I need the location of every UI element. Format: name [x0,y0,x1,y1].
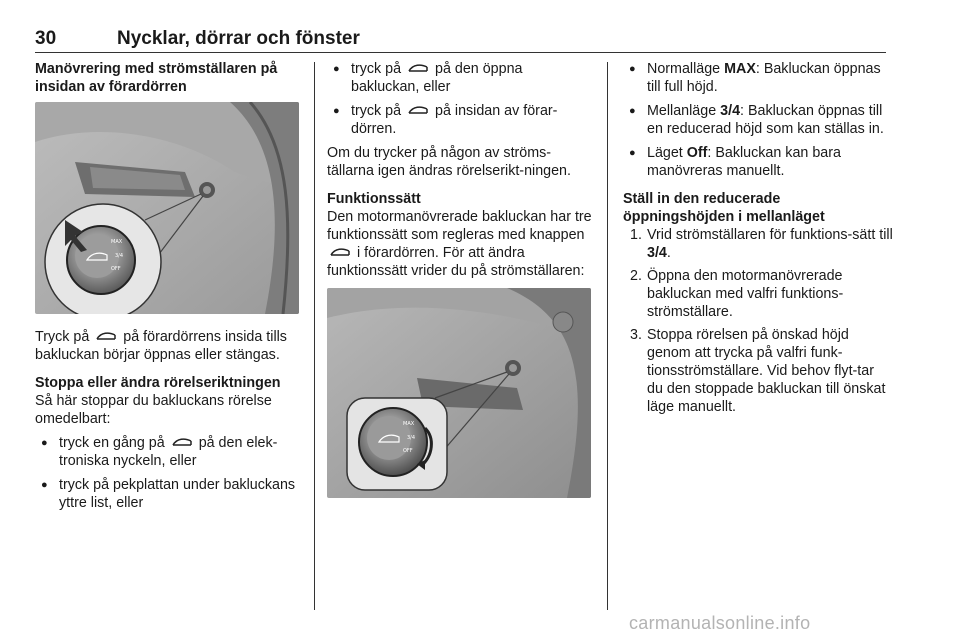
page-number: 30 [35,28,57,49]
svg-text:OFF: OFF [111,266,121,272]
list-item: ● tryck på på insidan av förar-dörren. [327,102,593,138]
svg-text:OFF: OFF [403,448,413,454]
svg-text:MAX: MAX [111,239,123,245]
section-heading: Funktionssätt [327,191,421,207]
list-item: ● Läget Off: Bakluckan kan bara manövreras manuellt. [623,144,893,180]
page-header [35,26,886,53]
svg-text:3/4: 3/4 [407,435,416,441]
column-divider [607,62,608,610]
column-divider [314,62,315,610]
mode-switch-illustration [327,288,591,498]
watermark: carmanualsonline.info [629,613,811,633]
step-item: 2. Öppna den motormanövrerade bakluckan med valfri funktions-strömställare. [630,268,844,320]
list-item: ● Mellanläge 3/4: Bakluckan öppnas till en reducerad höjd som kan ställas in. [623,102,893,138]
step-item: 3. Stoppa rörelsen på önskad höjd genom att trycka på valfri funk-tionsströmställare. Vid behov flyt-tar du den stoppade bakluckan till önskat läge manuellt. [630,327,886,415]
step-item: 1. Vrid strömställaren för funktions-sätt till 3/4. [630,227,893,261]
tailgate-icon [95,330,117,342]
list-item: ● Normalläge MAX: Bakluckan öppnas till full höjd. [623,60,893,96]
tailgate-icon [407,62,429,74]
section-heading: Stoppa eller ändra rörelseriktningen [35,375,281,391]
door-switch-illustration [35,102,299,314]
list-item: ● tryck på på den öppna bakluckan, eller [327,60,593,96]
svg-text:3/4: 3/4 [115,253,124,259]
tailgate-icon [407,104,429,116]
column-3 [623,60,893,421]
section-heading: Manövrering med strömställaren på insidan av förardörren [35,61,278,95]
list-item: ● tryck en gång på på den elek-troniska nyckeln, eller [35,434,301,470]
key-tailgate-icon [171,436,193,448]
column-1: Manövrering med strömställaren på insidan av förardörren MAX 3/4 OFF Tryck på på förardörrens insida tills bakluckan börjar öppnas eller stängas. Stoppa eller ändra rörelseriktningen Så här stoppar du bakluckans rörelse omedelbart: ● tryck en gång på på den elek-troniska nyckeln, eller ● tryck på pekplattan under bakluckans yttre list, eller [35,60,301,518]
page-title: Nycklar, dörrar och fönster [117,28,360,49]
column-2: ● tryck på på den öppna bakluckan, eller ● tryck på på insidan av förar-dörren. Om du trycker på någon av ströms-tällarna igen ändras rörelserikt-ningen. Funktionssätt Den motormanövrerade bakluckan har tre funktionssätt som regleras med knappen i förardörren. För att ändra funktionssätt vrider du på strömställaren: MAX 3/4 OFF [327,60,593,498]
section-heading: Ställ in den reducerade öppningshöjden i mellanläget [623,191,825,225]
svg-text:MAX: MAX [403,421,415,427]
list-item: ● tryck på pekplattan under bakluckans yttre list, eller [35,476,301,512]
tailgate-icon [329,246,351,258]
